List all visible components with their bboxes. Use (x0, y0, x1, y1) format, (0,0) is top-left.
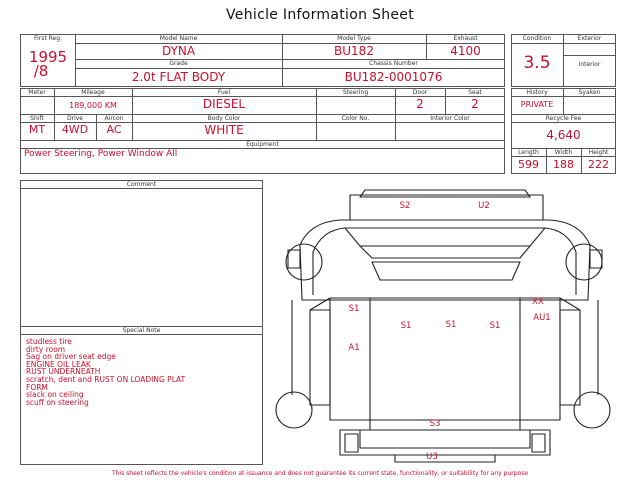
exhaust-label: Exhaust (453, 35, 478, 42)
history-value: PRIVATE (520, 100, 554, 109)
roof-panel (350, 195, 543, 220)
damage-mark: S1 (400, 321, 412, 331)
length-value: 599 (518, 158, 539, 171)
damage-mark: S1 (489, 321, 501, 331)
mirror-right (590, 250, 602, 268)
width-value: 188 (553, 158, 574, 171)
first-reg-label: First Reg. (34, 35, 62, 42)
rear-step (395, 455, 495, 462)
side-gate-left (310, 310, 330, 405)
deck-inner (370, 298, 520, 420)
damage-mark: S1 (445, 320, 457, 330)
shift-label: Shift (30, 115, 44, 122)
exterior-label: Exterior (577, 35, 602, 42)
drive-label: Drive (67, 115, 83, 122)
model-type-label: Model Type (337, 35, 371, 42)
body-color-label: Body Color (207, 115, 241, 122)
damage-mark: U3 (426, 452, 438, 462)
first-reg-year: 1995 (28, 48, 68, 66)
special-note-line: dirty room (26, 344, 66, 354)
meter-label: Meter (28, 89, 46, 96)
front-left-wheel (286, 244, 322, 280)
damage-mark: S1 (348, 304, 360, 314)
equipment-value: Power Steering, Power Window All (24, 149, 178, 159)
special-note-line: Sag on driver seat edge (26, 352, 116, 362)
special-note-line: scratch, dent and RUST ON LOADING PLAT (26, 375, 186, 384)
fuel-label: Fuel (217, 89, 231, 96)
windshield-top (360, 190, 530, 197)
cab-inner (313, 228, 576, 252)
damage-mark: S3 (429, 419, 441, 429)
grade-value: 2.0t FLAT BODY (131, 70, 226, 84)
side-gate-right (560, 310, 580, 405)
mileage-value: 189,000 KM (69, 101, 117, 110)
windshield (372, 262, 520, 280)
damage-mark: XX (532, 297, 544, 307)
special-note-line: scuff on steering (26, 397, 89, 407)
model-name-value: DYNA (161, 44, 196, 58)
body-color-value: WHITE (204, 123, 244, 137)
color-no-label: Color No. (341, 115, 370, 122)
special-note-line: ENGINE OIL LEAK (26, 359, 91, 369)
special-note-line: slack on ceiling (26, 390, 84, 400)
fuel-value: DIESEL (202, 97, 246, 111)
mileage-label: Mileage (81, 89, 105, 96)
condition-score: 3.5 (523, 53, 551, 73)
height-label: Height (588, 149, 609, 156)
deck-outline (330, 298, 560, 420)
damage-mark: A1 (348, 343, 360, 353)
special-note-label: Special Note (122, 327, 161, 334)
height-value: 222 (588, 158, 609, 171)
door-value: 2 (416, 97, 424, 111)
aircon-label: Aircon (104, 115, 124, 122)
special-note-line: RUST UNDERNEATH (26, 367, 101, 377)
rear-bumper (340, 430, 550, 455)
aircon-value: AC (106, 123, 122, 136)
tail-light-left (345, 434, 358, 452)
recycle-fee-value: 4,640 (546, 128, 581, 142)
sheet-title: Vehicle Information Sheet (226, 7, 414, 23)
rear-left-wheel (276, 392, 312, 428)
equipment-label: Equipment (246, 141, 279, 148)
door-label: Door (412, 89, 428, 96)
special-note-line: studless tire (26, 337, 72, 346)
model-name-label: Model Name (159, 35, 198, 42)
damage-mark: AU1 (533, 313, 551, 323)
grade-label: Grade (169, 60, 188, 67)
drive-value: 4WD (61, 123, 89, 136)
footer-disclaimer: This sheet reflects the vehicle's condition at issuance and does not guarantee its current state, functionality, or suitability for any purpose (111, 470, 529, 477)
chassis-label: Chassis Number (369, 60, 418, 67)
width-label: Width (554, 149, 573, 156)
model-type-value: BU182 (334, 44, 374, 58)
first-reg-month: /8 (33, 62, 49, 80)
seat-label: Seat (468, 89, 482, 96)
front-right-wheel (566, 244, 602, 280)
rear-right-wheel (574, 392, 610, 428)
chassis-value: BU182-0001076 (344, 70, 443, 84)
mirror-left (288, 250, 300, 268)
length-label: Length (518, 149, 539, 156)
condition-label: Condition (522, 35, 552, 42)
history-label: History (526, 89, 548, 96)
syaken-label: Syaken (578, 89, 601, 96)
exhaust-value: 4100 (450, 44, 481, 58)
a-pillar-left (345, 228, 360, 246)
steering-label: Steering (342, 89, 369, 96)
recycle-fee-label: Recycle Fee (545, 115, 582, 122)
special-note-line: FORM (26, 382, 48, 392)
cab-outline (300, 220, 590, 300)
tail-light-right (532, 434, 545, 452)
seat-value: 2 (471, 97, 479, 111)
comment-label: Comment (126, 181, 157, 188)
a-pillar-right (530, 228, 545, 246)
interior-label: Interior (578, 61, 601, 68)
damage-mark: S2 (399, 201, 411, 211)
interior-color-label: Interior Color (430, 115, 470, 122)
tailgate (360, 430, 530, 448)
shift-value: MT (28, 123, 46, 136)
damage-mark: U2 (478, 201, 490, 211)
hood-line (360, 246, 530, 258)
